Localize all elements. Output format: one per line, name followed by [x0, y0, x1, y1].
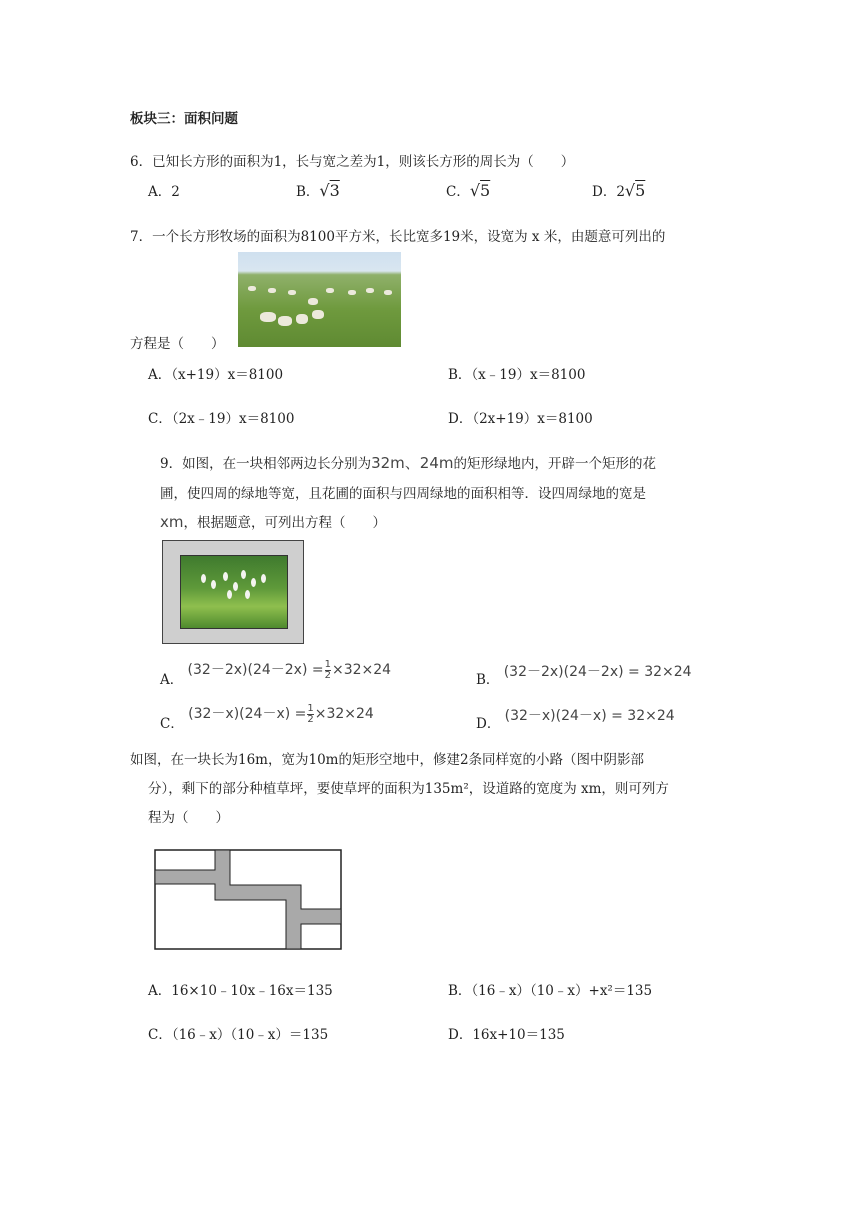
- sheep-pasture-photo: [238, 252, 401, 347]
- q6-option-b: B．√3: [296, 181, 340, 200]
- q9-option-b: B． (32－2x)(24－2x) = 32×24: [476, 664, 692, 688]
- section-title: 板块三：面积问题: [130, 111, 238, 127]
- q6-option-a: A．2: [148, 184, 180, 200]
- q10-option-b: B．（16﹣x）（10﹣x）+x²＝135: [448, 983, 653, 999]
- road-diagram: [154, 849, 344, 952]
- q10-option-a: A．16×10﹣10x﹣16x＝135: [148, 983, 333, 999]
- flower-bed-photo: [180, 555, 288, 629]
- q9-option-d: D． (32－x)(24－x) = 32×24: [476, 708, 675, 732]
- q9-option-d-formula: (32－x)(24－x) = 32×24: [504, 708, 675, 724]
- q10-option-d: D．16x+10＝135: [448, 1027, 565, 1043]
- q9-option-a: A． (32－2x)(24－2x) = $\frac{1}{2}$ ×32×24: [160, 658, 392, 688]
- q7-option-b: B．（x﹣19）x＝8100: [448, 367, 586, 383]
- q9-line1: 9．如图，在一块相邻两边长分别为32m、24m的矩形绿地内，开辟一个矩形的花: [160, 454, 656, 472]
- q6-stem: 6．已知长方形的面积为1，长与宽之差为1，则该长方形的周长为（ ）: [130, 154, 575, 170]
- q7-stem: 7．一个长方形牧场的面积为8100平方米，长比宽多19米，设宽为 x 米，由题意可列出的: [130, 229, 666, 245]
- q9-option-a-formula: (32－2x)(24－2x) = $\frac{1}{2}$ ×32×24: [187, 658, 392, 681]
- q10-line1: 如图，在一块长为16m，宽为10m的矩形空地中，修建2条同样宽的小路（图中阴影部: [130, 752, 645, 768]
- q6-option-c: C．√5: [446, 181, 491, 200]
- q7-option-a: A．（x+19）x＝8100: [148, 367, 284, 383]
- q9-option-b-formula: (32－2x)(24－2x) = 32×24: [503, 664, 692, 680]
- q9-line3: xm，根据题意，可列出方程（ ）: [160, 513, 386, 531]
- q7-stem-continued: 方程是（ ）: [130, 336, 225, 352]
- q9-line2: 圃，使四周的绿地等宽，且花圃的面积与四周绿地的面积相等．设四周绿地的宽是: [160, 486, 646, 502]
- q10-option-c: C．（16﹣x）（10﹣x）＝135: [148, 1027, 329, 1043]
- garden-frame-figure: [162, 540, 304, 644]
- q6-option-d: D．2√5: [592, 181, 646, 200]
- q10-line2: 分），剩下的部分种植草坪，要使草坪的面积为135m²，设道路的宽度为 xm，则可列方: [148, 781, 669, 797]
- q10-line3: 程为（ ）: [148, 810, 229, 826]
- q9-option-c-formula: (32－x)(24－x) = $\frac{1}{2}$ ×32×24: [188, 702, 374, 725]
- q7-option-c: C．（2x﹣19）x＝8100: [148, 411, 295, 427]
- q9-option-c: C． (32－x)(24－x) = $\frac{1}{2}$ ×32×24: [160, 702, 374, 732]
- q7-option-d: D．（2x+19）x＝8100: [448, 411, 593, 427]
